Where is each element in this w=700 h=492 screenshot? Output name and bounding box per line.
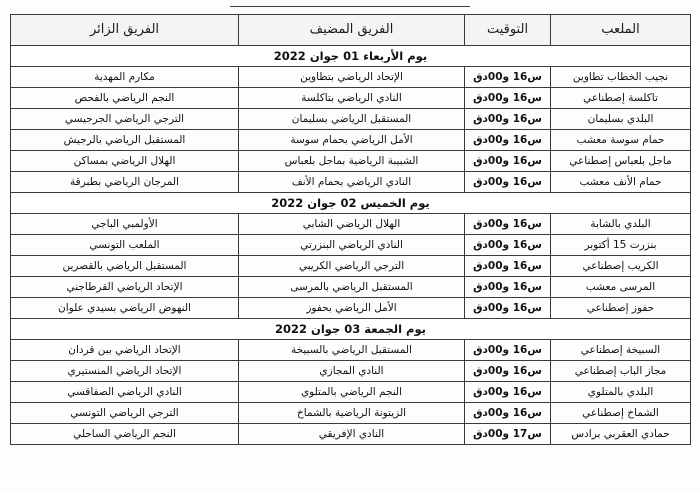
away-team-cell: الترجي الرياضي التونسي [11,403,239,424]
match-row [11,214,691,235]
home-team-cell: المستقبل الرياضي بسليمان [239,109,465,130]
away-team-cell: النجم الرياضي الساحلي [11,424,239,445]
time-cell: س16 و00دق [465,277,551,298]
time-cell: س16 و00دق [465,172,551,193]
time-cell: س16 و00دق [465,403,551,424]
away-team-cell: مكارم المهدية [11,67,239,88]
home-team-cell: الأمل الرياضي بحمام سوسة [239,130,465,151]
home-team-cell: الشبيبة الرياضية بماجل بلعباس [239,151,465,172]
home-team-cell: المستقبل الرياضي بالسبيخة [239,340,465,361]
day-header-row [11,193,691,214]
away-team-cell: النهوض الرياضي بسيدي علوان [11,298,239,319]
header-home-team: الفريق المضيف [239,15,465,46]
match-row [11,256,691,277]
home-team-cell: المستقبل الرياضي بالمرسى [239,277,465,298]
home-team-cell: النادي الرياضي البنزرتي [239,235,465,256]
day-title: يوم الأربعاء 01 جوان 2022 [11,46,691,67]
time-cell: س16 و00دق [465,130,551,151]
away-team-cell: الترجي الرياضي الجرجيسي [11,109,239,130]
time-cell: س16 و00دق [465,109,551,130]
home-team-cell: الترجي الرياضي الكريبي [239,256,465,277]
stadium-cell: الكريب إصطناعي [551,256,691,277]
home-team-cell: النادي الرياضي بحمام الأنف [239,172,465,193]
time-cell: س16 و00دق [465,382,551,403]
stadium-cell: البلدي بالمتلوي [551,382,691,403]
away-team-cell: الإتحاد الرياضي المنستيري [11,361,239,382]
match-row [11,382,691,403]
time-cell: س16 و00دق [465,67,551,88]
match-row [11,403,691,424]
match-row [11,277,691,298]
stadium-cell: ماجل بلعباس إصطناعي [551,151,691,172]
home-team-cell: النجم الرياضي بالمتلوي [239,382,465,403]
stadium-cell: حمام الأنف معشب [551,172,691,193]
stadium-cell: حمادي العقربي برادس [551,424,691,445]
day-title: يوم الخميس 02 جوان 2022 [11,193,691,214]
match-row [11,151,691,172]
home-team-cell: النادي الإفريقي [239,424,465,445]
away-team-cell: المستقبل الرياضي بالرجيش [11,130,239,151]
stadium-cell: نجيب الخطاب تطاوين [551,67,691,88]
time-cell: س16 و00دق [465,256,551,277]
stadium-cell: مجاز الباب إصطناعي [551,361,691,382]
stadium-cell: البلدي بالشابة [551,214,691,235]
match-row [11,298,691,319]
away-team-cell: الملعب التونسي [11,235,239,256]
home-team-cell: الأمل الرياضي بحفوز [239,298,465,319]
match-schedule-table [10,14,691,445]
away-team-cell: النادي الرياضي الصفاقسي [11,382,239,403]
match-row [11,130,691,151]
day-title: يوم الجمعة 03 جوان 2022 [11,319,691,340]
schedule-body [11,46,691,445]
match-row [11,67,691,88]
stadium-cell: حفوز إصطناعي [551,298,691,319]
match-row [11,235,691,256]
time-cell: س16 و00دق [465,235,551,256]
match-row [11,424,691,445]
header-row [11,15,691,46]
away-team-cell: الإتحاد الرياضي ببن قردان [11,340,239,361]
time-cell: س16 و00دق [465,214,551,235]
day-header-row [11,319,691,340]
time-cell: س16 و00دق [465,361,551,382]
match-row [11,109,691,130]
top-border-strip [230,0,470,7]
time-cell: س16 و00دق [465,298,551,319]
time-cell: س16 و00دق [465,151,551,172]
stadium-cell: المرسى معشب [551,277,691,298]
stadium-cell: الشماخ إصطناعي [551,403,691,424]
home-team-cell: النادي المجازي [239,361,465,382]
time-cell: س16 و00دق [465,340,551,361]
header-away-team: الفريق الزائر [11,15,239,46]
match-row [11,172,691,193]
away-team-cell: الهلال الرياضي بمساكن [11,151,239,172]
time-cell: س17 و00دق [465,424,551,445]
stadium-cell: البلدي بسليمان [551,109,691,130]
match-row [11,88,691,109]
home-team-cell: الهلال الرياضي الشابي [239,214,465,235]
match-row [11,340,691,361]
header-time: التوقيت [465,15,551,46]
match-row [11,361,691,382]
home-team-cell: الإتحاد الرياضي بتطاوين [239,67,465,88]
home-team-cell: الزيتونة الرياضية بالشماخ [239,403,465,424]
stadium-cell: تاكلسة إصطناعي [551,88,691,109]
away-team-cell: النجم الرياضي بالفحص [11,88,239,109]
away-team-cell: المستقبل الرياضي بالقصرين [11,256,239,277]
away-team-cell: المرجان الرياضي بطبرقة [11,172,239,193]
time-cell: س16 و00دق [465,88,551,109]
stadium-cell: بنزرت 15 أكتوبر [551,235,691,256]
stadium-cell: السبيخة إصطناعي [551,340,691,361]
day-header-row [11,46,691,67]
away-team-cell: الأولمبي الباجي [11,214,239,235]
header-stadium: الملعب [551,15,691,46]
stadium-cell: حمام سوسة معشب [551,130,691,151]
home-team-cell: النادي الرياضي بتاكلسة [239,88,465,109]
away-team-cell: الإتحاد الرياضي القرطاجني [11,277,239,298]
